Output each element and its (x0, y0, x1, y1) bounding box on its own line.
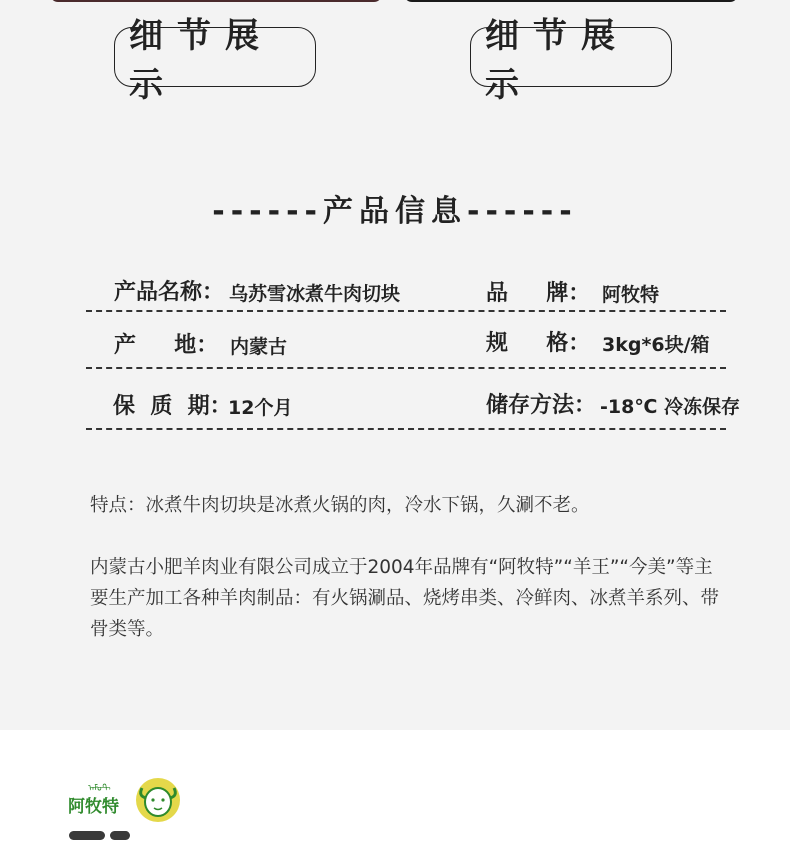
detail-show-button-right[interactable]: 细节展示 (470, 27, 672, 87)
storage-value: -18℃ 冷冻保存 (600, 396, 740, 418)
origin-label: 产 地： (114, 333, 219, 358)
origin-value: 内蒙古 (230, 336, 288, 358)
logo-sheep-face-icon (145, 788, 171, 816)
company-text: 内蒙古小肥羊肉业有限公司成立于2004年品牌有“阿牧特”“羊王”“今美”等主要生产加工各种羊肉制品：有火锅涮品、烧烤串类、冷鲜肉、冰煮羊系列、带骨类等。 (90, 557, 720, 640)
detail-photo-left-edge (50, 0, 382, 2)
row-divider (86, 428, 726, 430)
section-title: ------产品信息------ (212, 194, 578, 229)
spec-value: 3kg*6块/箱 (602, 334, 710, 356)
shelf-life-label: 保 质 期： (113, 394, 232, 419)
detail-photo-right-edge (404, 0, 738, 2)
product-name-label: 产品名称： (114, 280, 225, 305)
slide-indicator[interactable] (110, 831, 130, 840)
shelf-life-value: 12个月 (228, 397, 293, 419)
logo-mongolian-script: ᠠᠮᠤᠲ (88, 784, 111, 794)
storage-label: 储存方法： (486, 393, 597, 418)
spec-label: 规 格： (486, 331, 591, 356)
logo-text: 阿牧特 (68, 797, 119, 817)
feature-text: 特点：冰煮牛肉切块是冰煮火锅的肉，冷水下锅，久涮不老。 (90, 495, 590, 516)
row-divider (86, 367, 726, 369)
slide-indicator-active[interactable] (69, 831, 105, 840)
product-name-value: 乌苏雪冰煮牛肉切块 (229, 283, 401, 305)
row-divider (86, 310, 726, 312)
brand-value: 阿牧特 (602, 284, 660, 306)
brand-label: 品 牌： (486, 281, 591, 306)
brand-logo (68, 776, 184, 826)
logo-graphic (68, 776, 184, 826)
detail-show-button-left[interactable]: 细节展示 (114, 27, 316, 87)
